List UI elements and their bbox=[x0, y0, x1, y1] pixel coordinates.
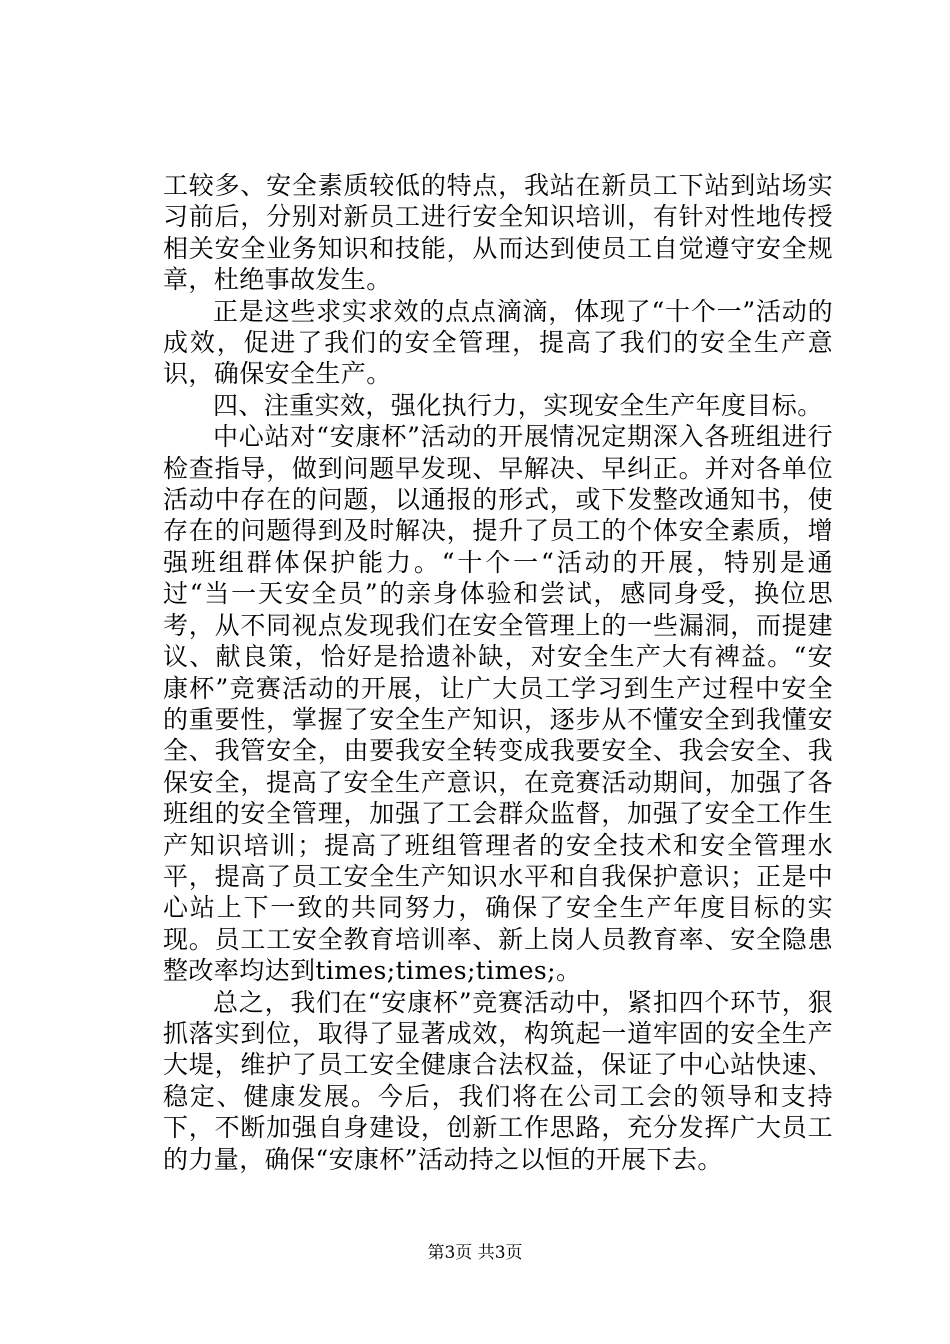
page-number-footer: 第3页 共3页 bbox=[427, 1243, 523, 1263]
paragraph-conclusion: 总之，我们在“安康杯”竞赛活动中，紧扣四个环节，狠抓落实到位，取得了显著成效，构筑起一道牢固的安全生产大堤，维护了员工安全健康合法权益，保证了中心站快速、稳定、健康发展。今后，我们将在公司工会的领导和支持下，不断加强自身建设，创新工作思路，充分发挥广大员工的力量，确保“安康杯”活动持之以恒的开展下去。 bbox=[163, 987, 833, 1174]
paragraph-2: 正是这些求实求效的点点滴滴，体现了“十个一”活动的成效，促进了我们的安全管理，提高了我们的安全生产意识，确保安全生产。 bbox=[163, 296, 833, 389]
section-heading-4: 四、注重实效，强化执行力，实现安全生产年度目标。 bbox=[213, 390, 823, 420]
document-body bbox=[163, 170, 833, 1175]
paragraph-3: 中心站对“安康杯”活动的开展情况定期深入各班组进行检查指导，做到问题早发现、早解决、早纠正。并对各单位活动中存在的问题，以通报的形式，或下发整改通知书，使存在的问题得到及时解决，提升了员工的个体安全素质，增强班组群体保护能力。“十个一“活动的开展，特别是通过“当一天安全员”的亲身体验和尝试，感同身受，换位思考，从不同视点发现我们在安全管理上的一些漏洞，而提建议、献良策，恰好是拾遗补缺，对安全生产大有裨益。“安康杯”竞赛活动的开展，让广大员工学习到生产过程中安全的重要性，掌握了安全生产知识，逐步从不懂安全到我懂安全、我管安全，由要我安全转变成我要安全、我会安全、我保安全，提高了安全生产意识，在竞赛活动期间，加强了各班组的安全管理，加强了工会群众监督，加强了安全工作生产知识培训；提高了班组管理者的安全技术和安全管理水平，提高了员工安全生产知识水平和自我保护意识；正是中心站上下一致的共同努力，确保了安全生产年度目标的实现。员工工安全教育培训率、新上岗人员教育率、安全隐患整改率均达到times;times;times;。 bbox=[163, 422, 833, 986]
paragraph-1: 工较多、安全素质较低的特点，我站在新员工下站到站场实习前后，分别对新员工进行安全知识培训，有针对性地传授相关安全业务知识和技能，从而达到使员工自觉遵守安全规章，杜绝事故发生。 bbox=[163, 171, 833, 295]
